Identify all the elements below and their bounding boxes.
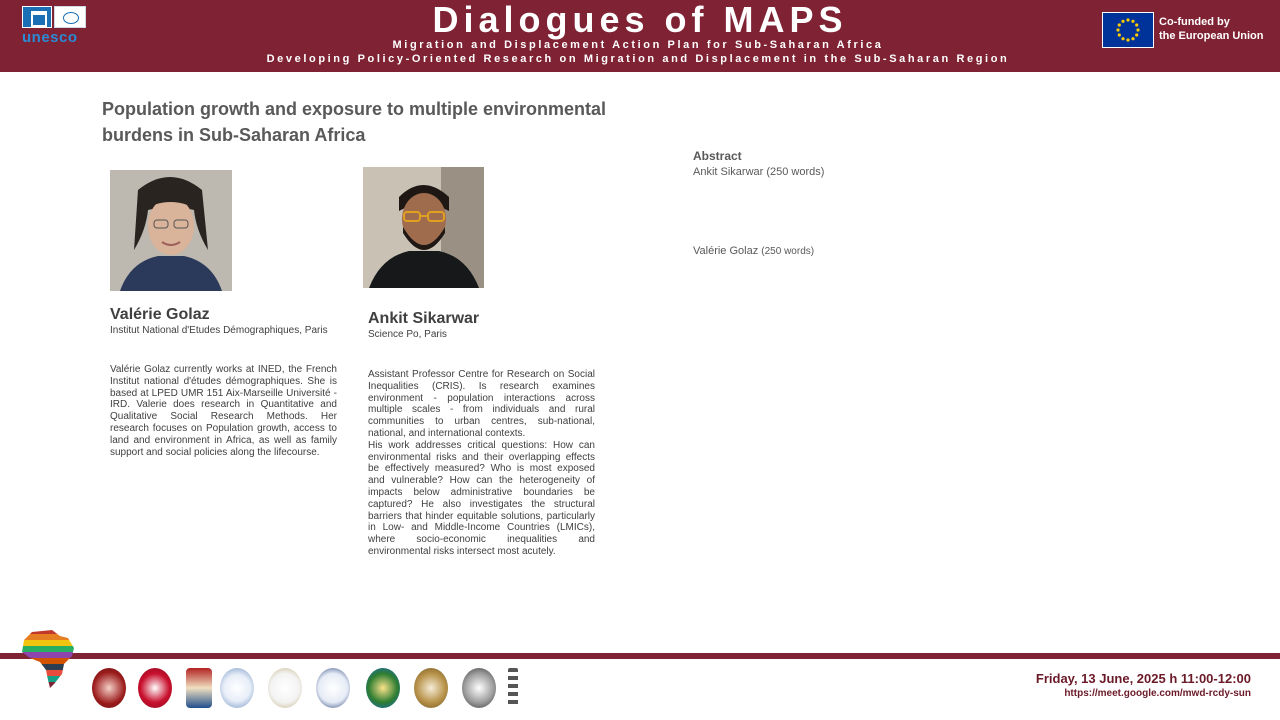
event-tagline: Developing Policy-Oriented Research on Migration and Displacement in the Sub-Saharan Region [266,53,1010,65]
speaker-bio-sikarwar-p2: His work addresses critical questions: How can environmental risks and their overlapping effects be effectively measured? Who is most exposed and vulnerable? How can the heterogeneity of impacts below administrative boundaries be captured? He also investigates the structural barriers that hinder equitable solutions, particularly in Low- and Middle-Income Countries (LMICs), where socio-economic inequalities and environmental risks intersect most acutely. [368,439,595,557]
eu-cofunded-line2: the European Union [1159,30,1264,42]
eu-cofunded-line1: Co-funded by [1159,16,1230,28]
university-seal-icon [366,668,400,708]
university-seal-icon [220,668,254,708]
speaker-name-golaz: Valérie Golaz [110,306,210,323]
header-banner [0,0,1280,72]
event-date-time: Friday, 13 June, 2025 h 11:00-12:00 [1035,671,1251,686]
university-seal-icon [414,668,448,708]
speaker-bio-golaz: Valérie Golaz currently works at INED, the French Institut national d'études démographiques. She is based at LPED UMR 151 Aix-Marseille Université - IRD. Valerie does research in Quantitative and Qualitative Social Research Methods. Her research focuses on Population growth, access to land and environment in Africa, as well as family support and social policies along the lifecourse. [110,364,337,458]
speaker-affiliation-sikarwar: Science Po, Paris [368,329,447,340]
university-logo-vertical-icon [508,668,518,708]
abstract-golaz-words: (250 words) [761,246,815,257]
university-seal-icon [138,668,172,708]
university-seal-icon [92,668,126,708]
university-seal-icon [268,668,302,708]
abstract-sikarwar: Ankit Sikarwar (250 words) [693,166,825,178]
talk-title: Population growth and exposure to multiple environmental burdens in Sub-Saharan Africa [102,99,607,145]
event-title: Dialogues of MAPS [432,0,848,40]
university-crest-icon [186,668,212,708]
abstract-golaz-name: Valérie Golaz [693,245,759,257]
university-seal-icon [316,668,350,708]
speaker-affiliation-golaz: Institut National d'Etudes Démographiques, Paris [110,325,328,336]
eu-flag-icon [1102,12,1154,48]
speaker-bio-sikarwar [368,369,595,558]
abstract-heading: Abstract [693,149,742,163]
speaker-photo-golaz [110,170,232,291]
eu-cofunded-label [1159,15,1264,43]
unesco-wordmark: unesco [22,29,78,46]
abstract-golaz [693,245,814,257]
event-subtitle: Migration and Displacement Action Plan for Sub-Saharan Africa [392,39,884,51]
meeting-link[interactable]: https://meet.google.com/mwd-rcdy-sun [1064,688,1251,699]
speaker-name-sikarwar: Ankit Sikarwar [368,310,480,327]
university-seal-icon [462,668,496,708]
footer-divider [0,653,1280,659]
africa-map-logo [18,628,78,690]
speaker-photo-sikarwar [363,167,484,288]
speaker-bio-sikarwar-p1: Assistant Professor Centre for Research on Social Inequalities (CRIS). Is research examines environment - population interactions across multiple scales - from individuals and rural communities to urban centres, sub-national, national, and international contexts. [368,369,595,439]
